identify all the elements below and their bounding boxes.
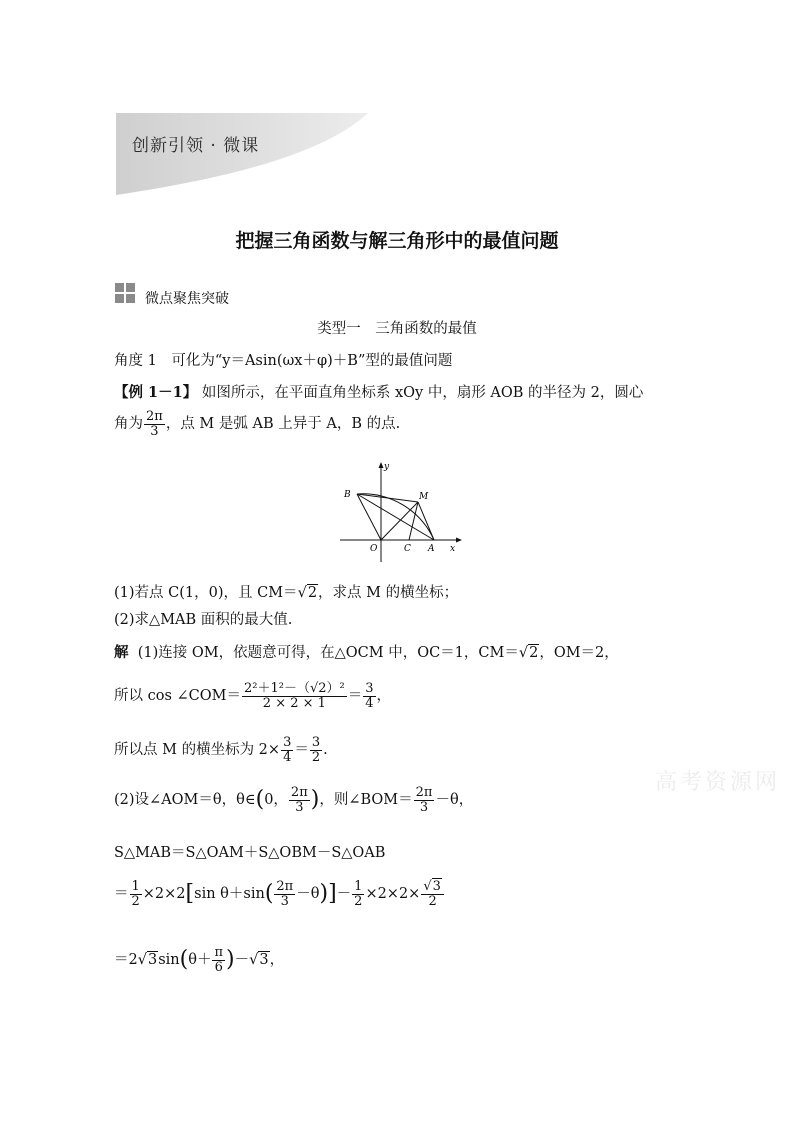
frac-num: 2²＋1²－（√2）² — [244, 681, 345, 696]
equals: ＝ — [294, 742, 309, 759]
fraction-1-2 — [130, 880, 142, 908]
label-M: M — [419, 492, 429, 502]
solution-line-6 — [114, 880, 445, 908]
fraction-2pi-3 — [274, 880, 295, 908]
fraction-3-4 — [281, 736, 293, 764]
frac-den: 3 — [280, 893, 289, 909]
paren: ( — [179, 947, 189, 973]
bracket: ] — [328, 881, 337, 907]
label-y: y — [384, 462, 390, 472]
frac-den: 4 — [283, 749, 292, 765]
solution-label: 解 — [114, 644, 129, 661]
solution-line-4 — [114, 786, 473, 814]
fraction-cos — [242, 682, 347, 710]
label-O: O — [370, 544, 378, 554]
frac-den: 4 — [365, 695, 374, 711]
sol-l3-prefix: 所以点 M 的横坐标为 2× — [114, 742, 281, 759]
sqrt-2: 2 — [529, 645, 539, 661]
example-line-2 — [114, 410, 400, 438]
solution-line-2 — [114, 682, 391, 710]
label-A: A — [428, 544, 435, 554]
fraction-2pi-3 — [289, 786, 310, 814]
paren: ) — [319, 881, 329, 907]
fraction-sqrt3-2 — [421, 880, 444, 908]
sol-l4b: ，则∠BOM＝ — [319, 792, 413, 809]
frac-den: 6 — [214, 959, 223, 975]
label-B: B — [344, 490, 351, 500]
sol-l7a: ＝2 — [114, 952, 138, 969]
equals: ＝ — [114, 886, 129, 903]
solution-line-1: 解 (1)连接 OM，依题意可得，在△OCM 中，OC＝1，CM＝√2，OM＝2， — [114, 644, 619, 661]
label-x: x — [450, 544, 456, 554]
sol-l7d: － — [234, 952, 250, 969]
frac-den: 3 — [419, 799, 429, 815]
paren: ) — [226, 947, 235, 973]
solution-line-3 — [114, 736, 328, 764]
fraction-2pi-3 — [414, 786, 435, 814]
fraction-pi-6 — [212, 946, 225, 974]
frac-den: 3 — [295, 799, 304, 815]
sol-l4a: (2)设∠AOM＝θ，θ∈ — [114, 792, 256, 809]
frac-num: π — [214, 945, 224, 960]
frac-num: 2π — [415, 785, 433, 800]
frac-den: 3 — [150, 423, 159, 439]
comma: ， — [269, 952, 285, 969]
sol-l1a: (1)连接 OM，依题意可得，在△OCM 中，OC＝1，CM＝ — [137, 645, 519, 661]
period: . — [323, 742, 328, 759]
frac-num: 3 — [311, 735, 321, 750]
sqrt-3: 3 — [259, 952, 269, 969]
frac-num: 1 — [131, 879, 140, 894]
example-text: 如图所示，在平面直角坐标系 xOy 中，扇形 AOB 的半径为 2，圆心 — [201, 385, 644, 401]
frac-num: 2π — [276, 879, 294, 894]
question-2: (2)求△MAB 面积的最大值. — [114, 612, 293, 628]
fraction-3-4 — [363, 682, 375, 710]
frac-den: 2 — [354, 893, 363, 909]
minus: － — [336, 886, 352, 903]
sol-l2-prefix: 所以 cos ∠COM＝ — [114, 688, 241, 705]
frac-num: √3 — [421, 880, 444, 895]
frac-den: 2 × 2 × 1 — [262, 695, 326, 711]
frac-num: 3 — [283, 735, 292, 750]
banner-label: 创新引领 · 微课 — [132, 136, 260, 156]
sol-l6a: ×2×2 — [142, 886, 186, 903]
frac-num: 1 — [354, 879, 363, 894]
comma: ， — [376, 688, 392, 705]
label-C: C — [404, 544, 411, 554]
fraction-3-2 — [310, 736, 322, 764]
frac-den: 2 — [131, 893, 140, 909]
frac-num: 2π — [146, 409, 163, 424]
example-line-1 — [114, 386, 643, 401]
sqrt-3: 3 — [147, 952, 158, 969]
sol-l6b: sin θ＋sin — [194, 886, 265, 903]
frac-num: 3 — [365, 681, 374, 696]
frac-den: 2 — [311, 749, 321, 765]
grid-icon — [115, 283, 135, 303]
page-title: 把握三角函数与解三角形中的最值问题 — [235, 230, 559, 252]
question-1: (1)若点 C(1，0)，且 CM＝√2，求点 M 的横坐标； — [114, 585, 459, 601]
type-heading: 类型一 三角函数的最值 — [317, 321, 477, 337]
sector-figure — [338, 458, 464, 566]
paren: ( — [264, 881, 274, 907]
fraction-2pi-3 — [144, 410, 165, 438]
example-line2-suffix: ，点 M 是弧 AB 上异于 A，B 的点. — [165, 416, 401, 433]
solution-line-7: ＝2√3sin(θ＋ $\frac{\pi}{6}$ )－√3， — [114, 945, 285, 975]
fraction-1-2 — [352, 880, 364, 908]
sqrt-3: 3 — [432, 879, 441, 894]
paren: ) — [310, 787, 320, 813]
sol-l6d: ×2×2× — [365, 886, 421, 903]
sol-l6c: －θ — [296, 886, 320, 903]
sol-l7c: θ＋ — [188, 952, 212, 969]
minus-theta: －θ， — [435, 792, 474, 809]
sol-l7b: sin — [158, 952, 180, 969]
bracket: [ — [185, 881, 195, 907]
watermark: 高考资源网 — [655, 770, 781, 795]
angle-heading: 角度 1 可化为“y＝Asin(ωx＋φ)＋B”型的最值问题 — [114, 353, 453, 369]
sqrt-2: 2 — [307, 585, 318, 601]
section-label: 微点聚焦突破 — [145, 291, 229, 307]
sol-l1b: ，OM＝2， — [539, 645, 619, 661]
example-tag: 【例 1－1】 — [114, 384, 198, 401]
zero: 0， — [264, 792, 288, 809]
example-line2-prefix: 角为 — [114, 416, 143, 433]
solution-line-5: S△MAB＝S△OAM＋S△OBM－S△OAB — [114, 845, 386, 861]
q1-suffix: ，求点 M 的横坐标； — [318, 585, 459, 601]
equals: ＝ — [347, 688, 363, 705]
q1-prefix: (1)若点 C(1，0)，且 CM＝ — [114, 585, 298, 601]
frac-num: 2π — [290, 785, 308, 800]
frac-den: 2 — [428, 893, 437, 909]
paren: ( — [255, 787, 265, 813]
